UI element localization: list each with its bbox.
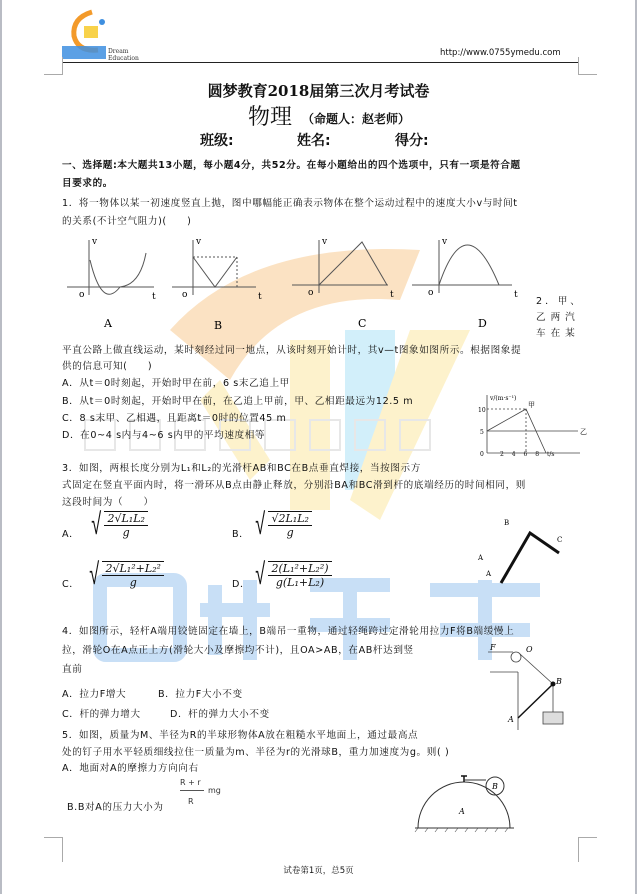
svg-text:A: A bbox=[486, 570, 492, 578]
svg-text:B: B bbox=[556, 677, 562, 686]
page-footer: 试卷第1页，总5页 bbox=[283, 866, 354, 876]
svg-text:A: A bbox=[508, 715, 514, 724]
q4-option-d: D．杆的弹力大小不变 bbox=[170, 709, 270, 720]
graph-label-d: D bbox=[478, 317, 487, 330]
q2-option-c: C．8 s末甲、乙相遇，且距离t＝0时的位置45 m bbox=[62, 413, 287, 424]
svg-text:0: 0 bbox=[480, 451, 484, 458]
svg-text:t: t bbox=[514, 290, 518, 300]
section-heading: 一、选择题:本大题共13小题，每小题4分，共52分。在每小题给出的四个选项中，只有一项是符合题 bbox=[62, 160, 521, 171]
q4-option-a: A．拉力F增大 bbox=[62, 689, 127, 700]
author: （命题人：赵老师） bbox=[302, 112, 411, 126]
header-url[interactable]: http://www.0755ymedu.com bbox=[440, 48, 561, 58]
corner-mark bbox=[44, 837, 63, 862]
q2-side-2: 乙两汽 bbox=[536, 312, 580, 323]
q4-figure bbox=[478, 640, 578, 730]
score-field[interactable]: 得分: bbox=[395, 133, 429, 149]
svg-text:t: t bbox=[152, 292, 156, 302]
svg-text:o: o bbox=[182, 290, 188, 300]
q5-frac-num: R + r bbox=[180, 778, 201, 787]
q5-figure bbox=[412, 772, 522, 840]
corner-mark bbox=[44, 57, 63, 75]
svg-text:t: t bbox=[258, 292, 262, 302]
svg-text:乙: 乙 bbox=[580, 428, 587, 436]
header-rule bbox=[62, 62, 578, 63]
svg-text:o: o bbox=[79, 290, 85, 300]
q2-vt-chart bbox=[470, 390, 590, 460]
q4-option-b: B．拉力F大小不变 bbox=[158, 689, 243, 700]
q3-formula-c: √ $\frac{\text{2√L₁²+L₂²}}{g}$ bbox=[86, 560, 164, 590]
q2-option-b: B．从t＝0时刻起，开始时甲在前，在乙追上甲前，甲、乙相距最远为12.5 m bbox=[62, 396, 414, 407]
q4-text-cont: 拉，滑轮O在A点正上方(滑轮大小及摩擦均不计)，且OA>AB，在AB杆达到竖 bbox=[62, 645, 414, 656]
q5-frac-tail: mg bbox=[208, 786, 221, 795]
q3-text-cont: 式固定在竖直平面内时，将一滑环从B点由静止释放，分别沿BA和BC滑到杆的底端经历的时间相同，则 bbox=[62, 480, 526, 491]
svg-text:B: B bbox=[504, 519, 510, 527]
svg-text:A: A bbox=[478, 554, 484, 562]
q3-text-cont2: 这段时间为（ ） bbox=[62, 497, 154, 508]
svg-text:v: v bbox=[196, 237, 202, 247]
logo bbox=[62, 6, 142, 64]
q5-option-a: A．地面对A的摩擦力方向向右 bbox=[62, 763, 199, 774]
q4-option-c: C．杆的弹力增大 bbox=[62, 709, 141, 720]
q2-option-a: A．从t＝0时刻起，开始时甲在前，6 s末乙追上甲 bbox=[62, 378, 290, 389]
q3-option-a-label: A． bbox=[62, 529, 80, 540]
graph-label-b: B bbox=[214, 319, 223, 332]
subject-title: 物理 bbox=[248, 105, 293, 130]
q3-formula-a: √ $\frac{\text{2√L₁L₂}}{g}$ bbox=[88, 510, 148, 540]
q3-figure bbox=[465, 510, 575, 600]
q2-option-d: D．在0~4 s内与4~6 s内甲的平均速度相等 bbox=[62, 430, 266, 441]
name-field[interactable]: 姓名: bbox=[297, 133, 331, 149]
svg-text:Education: Education bbox=[108, 55, 139, 62]
svg-text:甲: 甲 bbox=[528, 401, 535, 409]
q3-text: 3．如图，两根长度分别为L₁和L₂的光滑杆AB和BC在B点垂直焊接，当按图示方 bbox=[62, 463, 421, 474]
page-edge-left bbox=[0, 0, 2, 894]
q5-frac-den: R bbox=[188, 797, 194, 806]
svg-text:t: t bbox=[390, 290, 394, 300]
q5-text-cont: 处的钉子用水平轻质细线拉住一质量为m、半径为r的光滑球B，重力加速度为g。则( ) bbox=[62, 747, 450, 758]
q2-text-cont: 供的信息可知( ) bbox=[62, 361, 153, 372]
svg-text:v/(m·s⁻¹): v/(m·s⁻¹) bbox=[490, 395, 517, 402]
q1-text: 1．将一物体以某一初速度竖直上抛，图中哪幅能正确表示物体在整个运动过程中的速度大小v与时间t bbox=[62, 198, 518, 209]
q5-option-b: B.B对A的压力大小为 bbox=[67, 802, 164, 813]
svg-text:C: C bbox=[557, 536, 563, 544]
svg-text:o: o bbox=[308, 288, 314, 298]
svg-text:v: v bbox=[322, 237, 328, 247]
exam-title: 圆梦教育2018届第三次月考试卷 bbox=[207, 82, 430, 100]
svg-text:10: 10 bbox=[478, 407, 486, 414]
v-axis-label: v bbox=[92, 237, 98, 247]
q3-option-c-label: C． bbox=[62, 579, 80, 590]
svg-text:O: O bbox=[526, 645, 533, 654]
q1-text-cont: 的关系(不计空气阻力)( ) bbox=[62, 216, 192, 227]
q4-text: 4．如图所示，轻杆A端用铰链固定在墙上，B端吊一重物，通过轻绳跨过定滑轮用拉力F将B端缓慢上 bbox=[62, 626, 515, 637]
q3-option-b-label: B． bbox=[232, 529, 250, 540]
svg-text:B: B bbox=[492, 782, 498, 791]
svg-text:o: o bbox=[428, 288, 434, 298]
graph-label-c: C bbox=[358, 317, 367, 330]
q2-chart-xticks: 2 4 6 8 t/s bbox=[500, 451, 555, 458]
svg-text:5: 5 bbox=[480, 429, 484, 436]
q4-text-cont2: 直前 bbox=[62, 664, 83, 675]
svg-text:F: F bbox=[490, 643, 496, 652]
class-field[interactable]: 班级: bbox=[200, 133, 234, 149]
q2-text: 平直公路上做直线运动，某时刻经过同一地点，从该时刻开始计时，其v—t图象如图所示。根据图象提 bbox=[62, 345, 522, 356]
q2-side-3: 车在某 bbox=[536, 328, 580, 339]
q1-graphs bbox=[62, 235, 532, 335]
section-heading-cont: 目要求的。 bbox=[62, 178, 113, 189]
q5-text: 5．如图，质量为M、半径为R的半球形物体A放在粗糙水平地面上，通过最高点 bbox=[62, 730, 419, 741]
q3-formula-d: √ $\frac{\text{2(L₁²+L₂²)}}{\text{g(L₁+L₂)}}$ bbox=[252, 560, 332, 590]
fraction-bar bbox=[180, 790, 204, 791]
graph-label-a: A bbox=[104, 317, 112, 330]
q2-side-1: 2．甲、 bbox=[536, 296, 583, 307]
svg-text:A: A bbox=[459, 807, 465, 816]
q3-formula-b: √ $\frac{\text{√2L₁L₂}}{g}$ bbox=[252, 510, 312, 540]
q3-option-d-label: D． bbox=[232, 579, 251, 590]
svg-text:v: v bbox=[442, 237, 448, 247]
corner-mark bbox=[578, 57, 597, 75]
svg-text:Dream: Dream bbox=[108, 48, 129, 55]
corner-mark bbox=[578, 837, 597, 862]
